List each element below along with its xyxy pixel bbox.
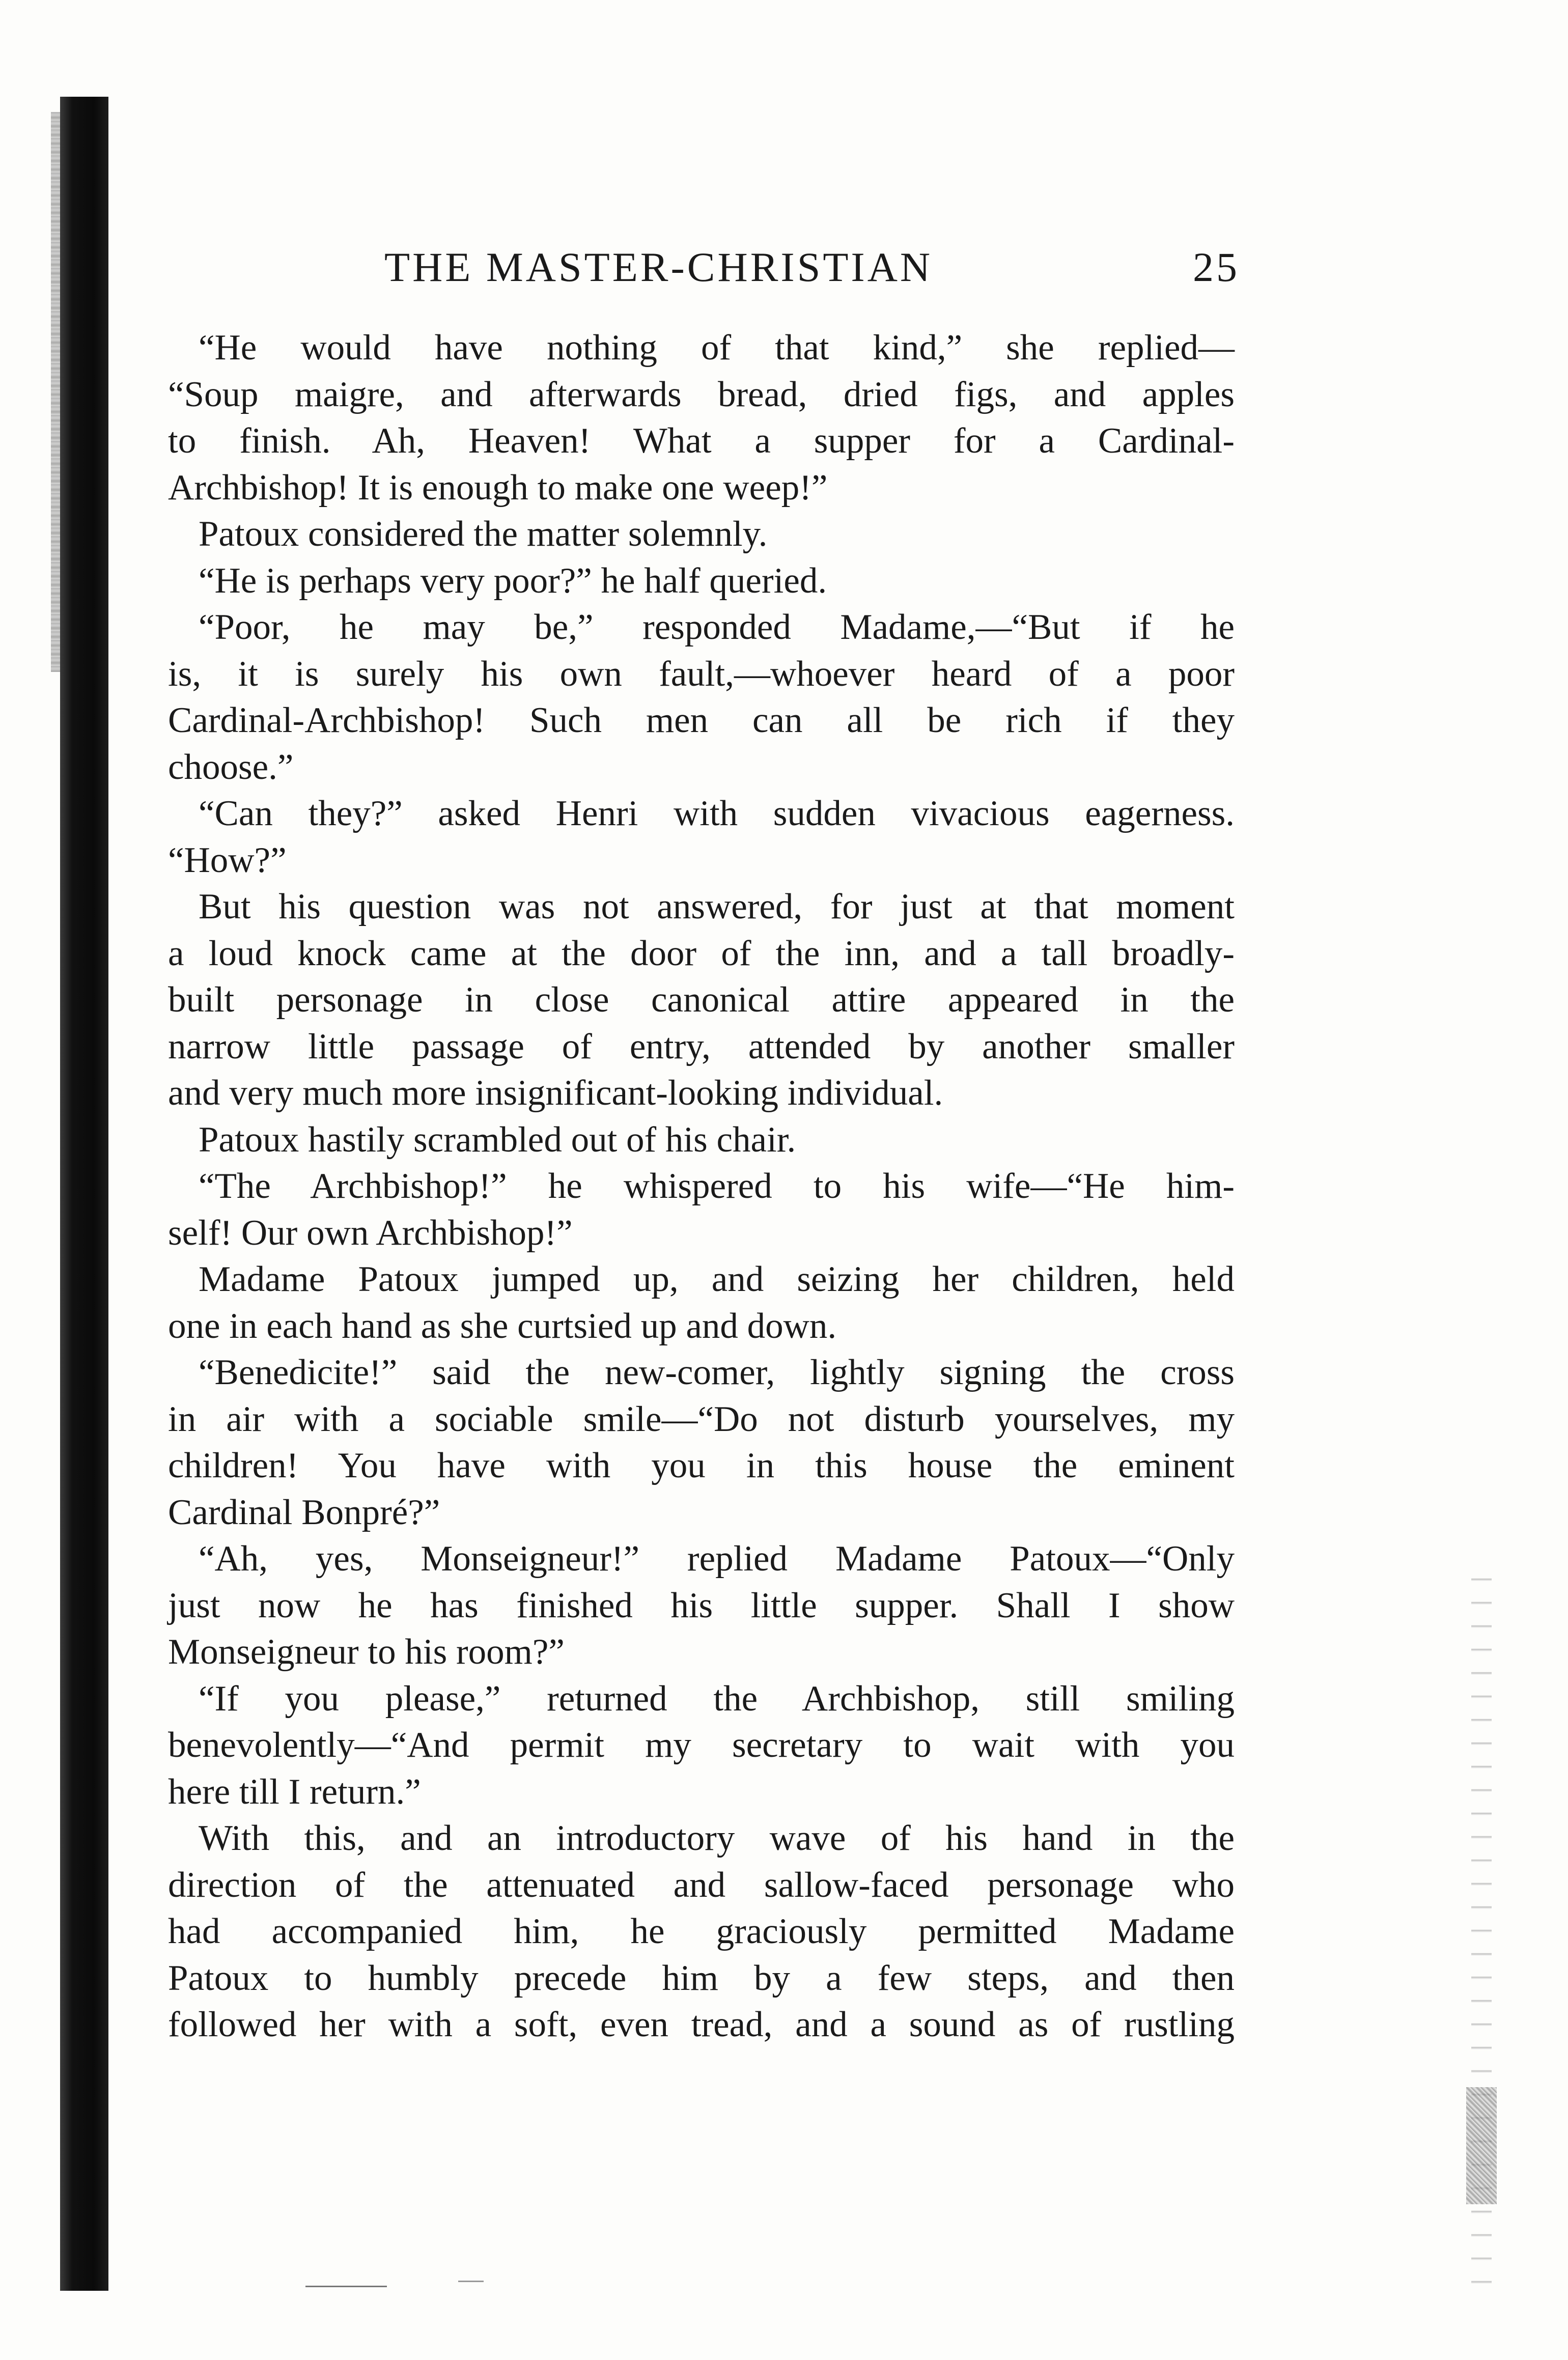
- text-line: “Soup maigre, and afterwards bread, dried figs, and apples: [168, 374, 1235, 414]
- text-line: had accompanied him, he graciously permitted Madame: [168, 1912, 1235, 1951]
- text-line: benevolently—“And permit my secretary to wait with you: [168, 1725, 1235, 1765]
- text-line: Cardinal-Archbishop! Such men can all be rich if they: [168, 700, 1235, 740]
- text-line: “Poor, he may be,” responded Madame,—“But if he: [199, 607, 1235, 647]
- text-line: and very much more insignificant-looking individual.: [168, 1073, 943, 1113]
- text-line: “Benedicite!” said the new-comer, lightly signing the cross: [199, 1353, 1235, 1392]
- text-line: Cardinal Bonpré?”: [168, 1492, 440, 1532]
- text-line: children! You have with you in this house the eminent: [168, 1446, 1235, 1485]
- text-line: “Can they?” asked Henri with sudden vivacious eagerness.: [199, 794, 1235, 833]
- text-line: followed her with a soft, even tread, and a sound as of rustling: [168, 2005, 1235, 2044]
- text-line: here till I return.”: [168, 1772, 421, 1812]
- text-line: With this, and an introductory wave of his hand in the: [199, 1818, 1235, 1858]
- text-line: “He would have nothing of that kind,” she replied—: [199, 328, 1235, 368]
- text-line: Patoux to humbly precede him by a few steps, and then: [168, 1958, 1235, 1998]
- text-line: Archbishop! It is enough to make one weep!”: [168, 467, 828, 508]
- binding-edge: [60, 97, 108, 2291]
- text-line: choose.”: [168, 747, 294, 787]
- text-line: But his question was not answered, for just at that moment: [199, 887, 1235, 926]
- text-line: “Ah, yes, Monseigneur!” replied Madame Patoux—“Only: [199, 1539, 1235, 1579]
- running-header: [173, 243, 1240, 299]
- text-line: built personage in close canonical attire appeared in the: [168, 980, 1235, 1020]
- page-number: 25: [1193, 244, 1240, 290]
- text-line: one in each hand as she curtsied up and down.: [168, 1306, 837, 1346]
- text-line: “He is perhaps very poor?” he half queried.: [199, 560, 827, 601]
- footer-rule: [305, 2286, 387, 2287]
- text-line: direction of the attenuated and sallow-faced personage who: [168, 1865, 1235, 1905]
- body-text: [168, 325, 1235, 2048]
- text-line: Patoux hastily scrambled out of his chair.: [199, 1119, 796, 1160]
- text-line: Madame Patoux jumped up, and seizing her children, held: [199, 1259, 1235, 1299]
- text-line: self! Our own Archbishop!”: [168, 1213, 573, 1253]
- running-title: THE MASTER-CHRISTIAN: [384, 244, 933, 290]
- text-line: a loud knock came at the door of the inn, and a tall broadly-: [168, 933, 1235, 973]
- footer-mark: [458, 2281, 484, 2282]
- text-line: “The Archbishop!” he whispered to his wife—“He him-: [199, 1166, 1235, 1206]
- text-line: “How?”: [168, 840, 287, 880]
- scan-noise-right-dense: [1466, 2087, 1497, 2204]
- text-line: “If you please,” returned the Archbishop, still smiling: [199, 1678, 1235, 1719]
- text-line: is, it is surely his own fault,—whoever heard of a poor: [168, 654, 1235, 694]
- text-line: Monseigneur to his room?”: [168, 1632, 565, 1672]
- text-line: narrow little passage of entry, attended by another smaller: [168, 1026, 1235, 1066]
- text-line: Patoux considered the matter solemnly.: [199, 514, 768, 554]
- text-line: to finish. Ah, Heaven! What a supper for a Cardinal-: [168, 421, 1235, 461]
- text-line: just now he has finished his little supper. Shall I show: [168, 1585, 1235, 1625]
- text-line: in air with a sociable smile—“Do not disturb yourselves, my: [168, 1399, 1235, 1439]
